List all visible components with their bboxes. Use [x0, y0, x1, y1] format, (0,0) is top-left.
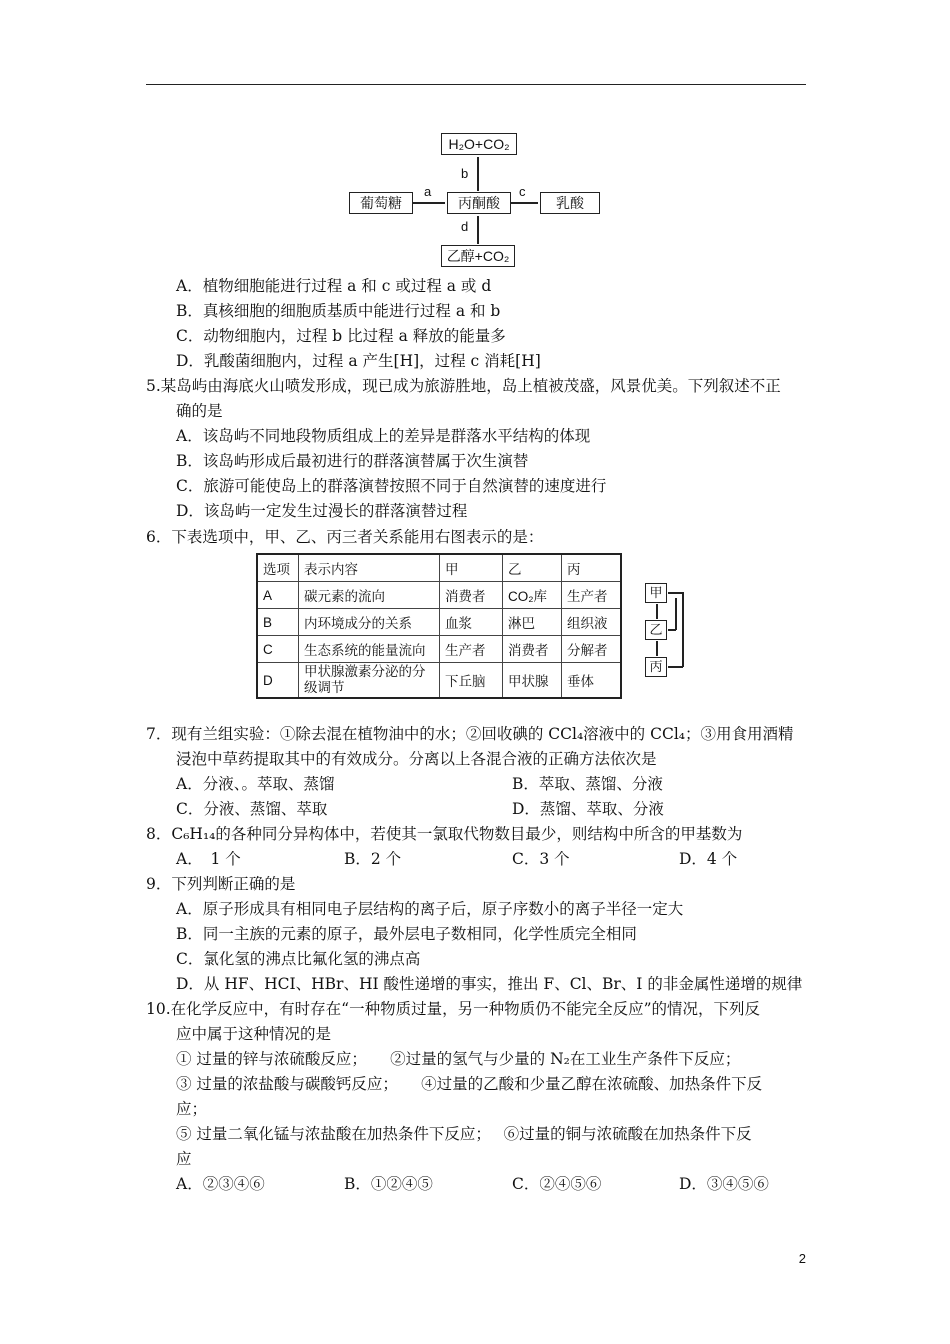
table-cell: B [257, 609, 299, 636]
label-c: c [519, 184, 526, 199]
q5-option-d: D．该岛屿一定发生过漫长的群落演替过程 [176, 502, 468, 520]
table-cell: D [257, 663, 299, 699]
header-rule [146, 84, 806, 85]
q7-option-a: A．分液、。萃取、蒸馏 [176, 775, 335, 793]
box-yi: 乙 [645, 620, 667, 640]
label-b: b [461, 166, 469, 181]
q10-option-a: A．②③④⑥ [176, 1175, 265, 1193]
q10-item-6-cont: 应 [176, 1150, 192, 1168]
loop-mid-v [675, 598, 677, 630]
table-row [257, 663, 621, 699]
q6-table [256, 553, 622, 699]
q10-item-1-2: ① 过量的锌与浓硫酸反应； ②过量的氢气与少量的 N₂在工业生产条件下反应； [176, 1050, 741, 1068]
q7-option-d: D．蒸馏、萃取、分液 [512, 800, 664, 818]
table-cell: 下丘脑 [440, 663, 503, 699]
arrow-jia-yi [656, 604, 658, 619]
q5-option-b: B．该岛屿形成后最初进行的群落演替属于次生演替 [176, 452, 529, 470]
label-d: d [461, 219, 469, 234]
q8-option-c: C．3 个 [512, 850, 570, 868]
box-pyruvate: 丙酮酸 [447, 192, 511, 214]
table-cell: CO₂库 [503, 582, 562, 609]
box-jia: 甲 [645, 583, 667, 603]
table-cell: 血浆 [440, 609, 503, 636]
box-lactate: 乳酸 [540, 192, 600, 214]
q9-option-b: B．同一主族的元素的原子，最外层电子数相同，化学性质完全相同 [176, 925, 637, 943]
header-cell: 甲 [440, 554, 503, 582]
q10-option-d: D．③④⑤⑥ [679, 1175, 769, 1193]
table-cell: 分解者 [562, 636, 622, 663]
table-cell: 生产者 [440, 636, 503, 663]
q8-option-b: B．2 个 [344, 850, 402, 868]
box-ethanol-co2: 乙醇+CO₂ [441, 245, 515, 267]
header-cell: 表示内容 [299, 554, 440, 582]
q10-item-4-cont: 应； [176, 1100, 208, 1118]
q4-option-d: D．乳酸菌细胞内，过程 a 产生[H]，过程 c 消耗[H] [176, 352, 541, 370]
page-number: 2 [798, 1251, 806, 1266]
table-cell: 生态系统的能量流向 [299, 636, 440, 663]
table-cell: 内环境成分的关系 [299, 609, 440, 636]
q7-option-b: B．萃取、蒸馏、分液 [512, 775, 663, 793]
q10-stem-cont: 应中属于这种情况的是 [176, 1025, 332, 1043]
arrow-a [413, 202, 445, 204]
q5-option-a: A．该岛屿不同地段物质组成上的差异是群落水平结构的体现 [176, 427, 591, 445]
arrow-c [511, 202, 538, 204]
q10-option-b: B．①②④⑤ [344, 1175, 433, 1193]
q4-option-a: A．植物细胞能进行过程 a 和 c 或过程 a 或 d [176, 277, 492, 295]
table-cell: A [257, 582, 299, 609]
q7-option-c: C．分液、蒸馏、萃取 [176, 800, 328, 818]
table-row [257, 636, 621, 663]
q5-option-c: C．旅游可能使岛上的群落演替按照不同于自然演替的速度进行 [176, 477, 607, 495]
box-bing: 丙 [645, 657, 667, 677]
header-cell: 丙 [562, 554, 622, 582]
q4-option-b: B．真核细胞的细胞质基质中能进行过程 a 和 b [176, 302, 501, 320]
q6-stem: 6．下表选项中，甲、乙、丙三者关系能用右图表示的是： [146, 528, 544, 546]
loop-right [682, 592, 684, 667]
table-cell: 淋巴 [503, 609, 562, 636]
label-a: a [424, 184, 432, 199]
box-glucose: 葡萄糖 [349, 192, 413, 214]
q10-option-c: C．②④⑤⑥ [512, 1175, 602, 1193]
q9-option-a: A．原子形成具有相同电子层结构的离子后，原子序数小的离子半径一定大 [176, 900, 684, 918]
table-row [257, 582, 621, 609]
loop-bottom [668, 666, 683, 668]
box-water-co2: H₂O+CO₂ [441, 133, 517, 155]
q9-stem: 9．下列判断正确的是 [146, 875, 296, 893]
q8-option-a: A． 1 个 [176, 850, 241, 868]
table-cell: 甲状腺激素分泌的分级调节 [299, 663, 440, 699]
q9-option-c: C．氯化氢的沸点比氟化氢的沸点高 [176, 950, 421, 968]
table-cell: 消费者 [440, 582, 503, 609]
q5-stem: 5.某岛屿由海底火山喷发形成，现已成为旅游胜地，岛上植被茂盛，风景优美。下列叙述不正 [146, 377, 781, 395]
header-cell: 选项 [257, 554, 299, 582]
q9-option-d: D．从 HF、HCI、HBr、HI 酸性递增的事实，推出 F、Cl、Br、I 的非金属性递增的规律 [176, 975, 803, 993]
q5-stem-cont: 确的是 [176, 402, 223, 420]
arrow-b [477, 157, 479, 191]
table-cell: 垂体 [562, 663, 622, 699]
q8-option-d: D．4 个 [679, 850, 738, 868]
arrow-yi-bing [656, 641, 658, 656]
q4-option-c: C．动物细胞内，过程 b 比过程 a 释放的能量多 [176, 327, 506, 345]
q10-stem: 10.在化学反应中，有时存在“一种物质过量，另一种物质仍不能完全反应”的情况，下列反 [146, 1000, 761, 1018]
q7-stem: 7．现有兰组实验：①除去混在植物油中的水；②回收碘的 CCl₄溶液中的 CCl₄；③用食用酒精 [146, 725, 794, 743]
table-row [257, 609, 621, 636]
arrow-d [477, 216, 479, 244]
q10-item-3-4: ③ 过量的浓盐酸与碳酸钙反应； ④过量的乙酸和少量乙醇在浓硫酸、加热条件下反 [176, 1075, 763, 1093]
table-header-row [257, 554, 621, 582]
table-cell: 甲状腺 [503, 663, 562, 699]
loop-top [668, 592, 683, 594]
table-cell: 碳元素的流向 [299, 582, 440, 609]
table-cell: 组织液 [562, 609, 622, 636]
table-cell: C [257, 636, 299, 663]
table-cell: 消费者 [503, 636, 562, 663]
q7-stem-cont: 浸泡中草药提取其中的有效成分。分离以上各混合液的正确方法依次是 [176, 750, 657, 768]
q8-stem: 8．C₆H₁₄的各种同分异构体中，若使其一氯取代物数目最少，则结构中所含的甲基数为 [146, 825, 743, 843]
table-cell: 生产者 [562, 582, 622, 609]
q10-item-5-6: ⑤ 过量二氧化锰与浓盐酸在加热条件下反应； ⑥过量的铜与浓硫酸在加热条件下反 [176, 1125, 752, 1143]
header-cell: 乙 [503, 554, 562, 582]
